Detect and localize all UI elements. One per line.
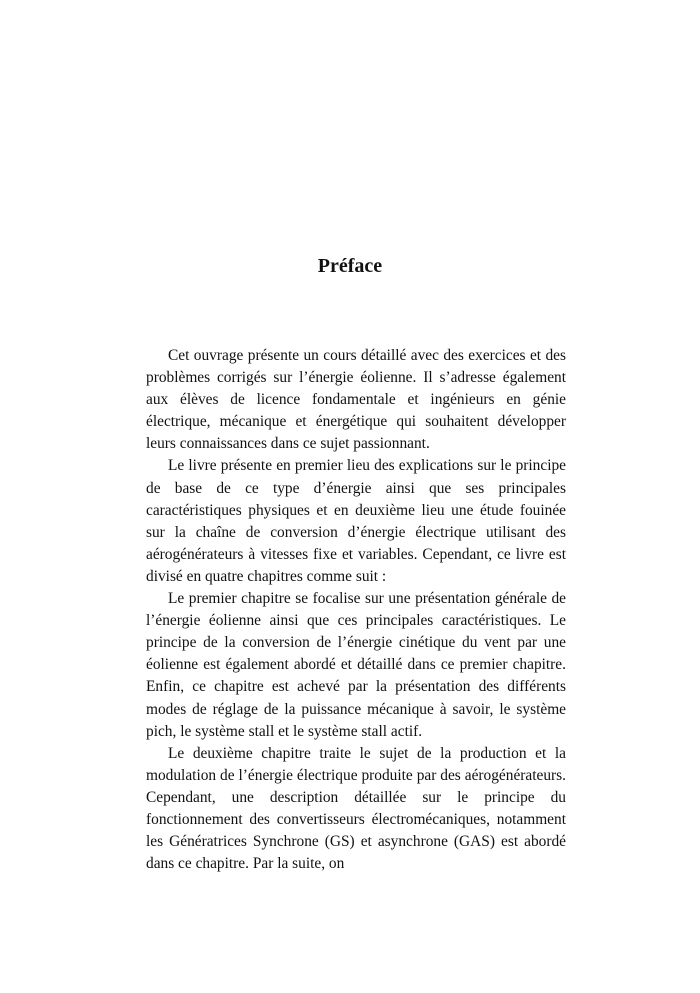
paragraph-chapter-one: Le premier chapitre se focalise sur une présentation générale de l’énergie éolienne ainsi que ces principales caractéristiques. Le principe de la conversion de l’énergie cinétique du vent par une éolienne est également abordé et détaillé dans ce premier chapitre. Enfin, ce chapitre est achevé par la présentation des différents modes de réglage de la puissance mécanique à savoir, le système pich, le système stall et le système stall actif. (146, 590, 566, 740)
page-title: Préface (317, 255, 383, 277)
paragraph-chapter-two: Le deuxième chapitre traite le sujet de la production et la modulation de l’énergie électrique produite par des aérogénérateurs. Cependant, une description détaillée sur le principe du fonctionnement des convertisseurs électromécaniques, notamment les Génératrices Synchrone (GS) et asynchrone (GAS) est abordé dans ce chapitre. Par la suite, on (146, 744, 566, 873)
paragraph-book-overview: Le livre présente en premier lieu des explications sur le principe de base de ce type d’énergie ainsi que ses principales caractéristiques physiques et en deuxième lieu une étude fouinée sur la chaîne de conversion d’énergie électrique utilisant des aérogénérateurs à vitesses fixe et variables. Cependant, ce livre est divisé en quatre chapitres comme suit : (146, 457, 566, 585)
body-text (146, 345, 566, 875)
paragraph-intro: Cet ouvrage présente un cours détaillé avec des exercices et des problèmes corrigés sur l’énergie éolienne. Il s’adresse également aux élèves de licence fondamentale et ingénieurs en génie électrique, mécanique et énergétique qui souhaitent développer leurs connaissances dans ce sujet passionnant. (146, 347, 566, 453)
